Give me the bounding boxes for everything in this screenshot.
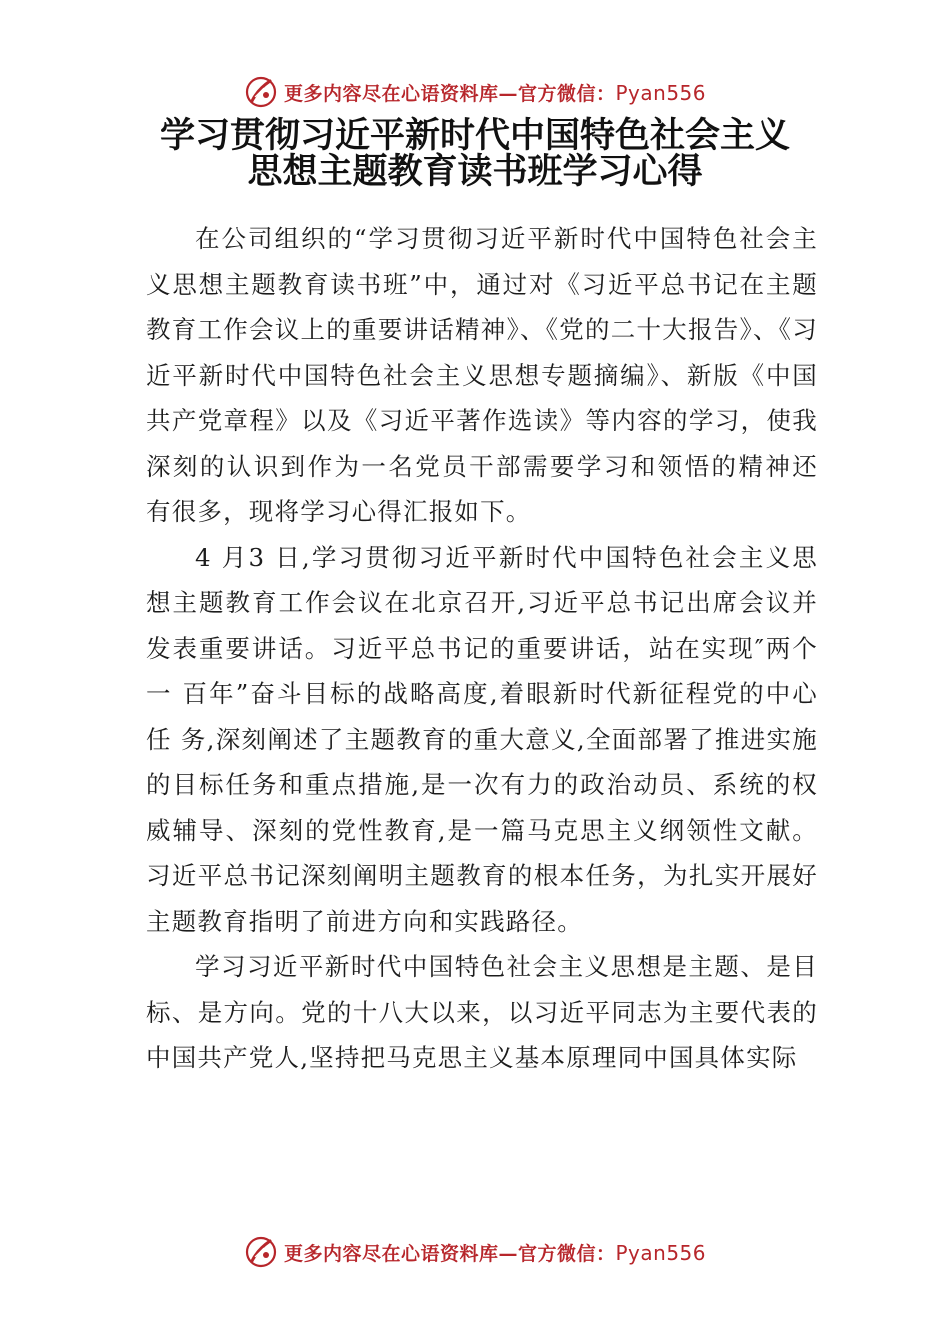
document-body <box>146 216 818 1081</box>
title-line-2: 思想主题教育读书班学习心得 <box>247 152 703 192</box>
watermark-text: 更多内容尽在心语资料库—官方微信：Pyan556 <box>283 1240 707 1265</box>
paragraph-3: 学习习近平新时代中国特色社会主义思想是主题、是目标、是方向。党的十八大以来，以习近平同志为主要代表的中国共产党人,坚持把马克思主义基本原理同中国具体实际 <box>146 952 818 1072</box>
document-title <box>60 118 890 190</box>
title-line-1: 学习贯彻习近平新时代中国特色社会主义 <box>159 116 790 156</box>
paragraph-2: 4 月3 日,学习贯彻习近平新时代中国特色社会主义思想主题教育工作会议在北京召开,习近平总书记出席会议并发表重要讲话。习近平总书记的重要讲话，站在实现″两个一 百年”奋斗目标的战略高度,着眼新时代新征程党的中心任 务,深刻阐述了主题教育的重大意义,全面部署了推进实施 的目标任务和重点措施,是一次有力的政治动员、系统的权 威辅导、深刻的党性教育,是一篇马克思主义纲领性文献。 习近平总书记深刻阐明主题教育的根本任务，为扎实开展好主题教育指明了前进方向和实践路径。 <box>146 542 818 936</box>
pen-logo-icon <box>244 75 278 109</box>
watermark-wechat-id: Pyan556 <box>615 80 707 105</box>
pen-logo-icon <box>244 1235 278 1269</box>
watermark-text: 更多内容尽在心语资料库—官方微信：Pyan556 <box>283 80 707 105</box>
watermark-wechat-id: Pyan556 <box>615 1240 707 1265</box>
paragraph-1: 在公司组织的“学习贯彻习近平新时代中国特色社会主义思想主题教育读书班”中，通过对《习近平总书记在主题教育工作会议上的重要讲话精神》、《党的二十大报告》、《习近平新时代中国特色社会主义思想专题摘编》、新版《中国 共产党章程》以及《习近平著作选读》等内容的学习，使我深刻的认识到作为一名党员干部需要学习和领悟的精神还 有很多，现将学习心得汇报如下。 <box>146 224 818 526</box>
watermark-header <box>0 72 950 112</box>
watermark-footer <box>0 1232 950 1272</box>
